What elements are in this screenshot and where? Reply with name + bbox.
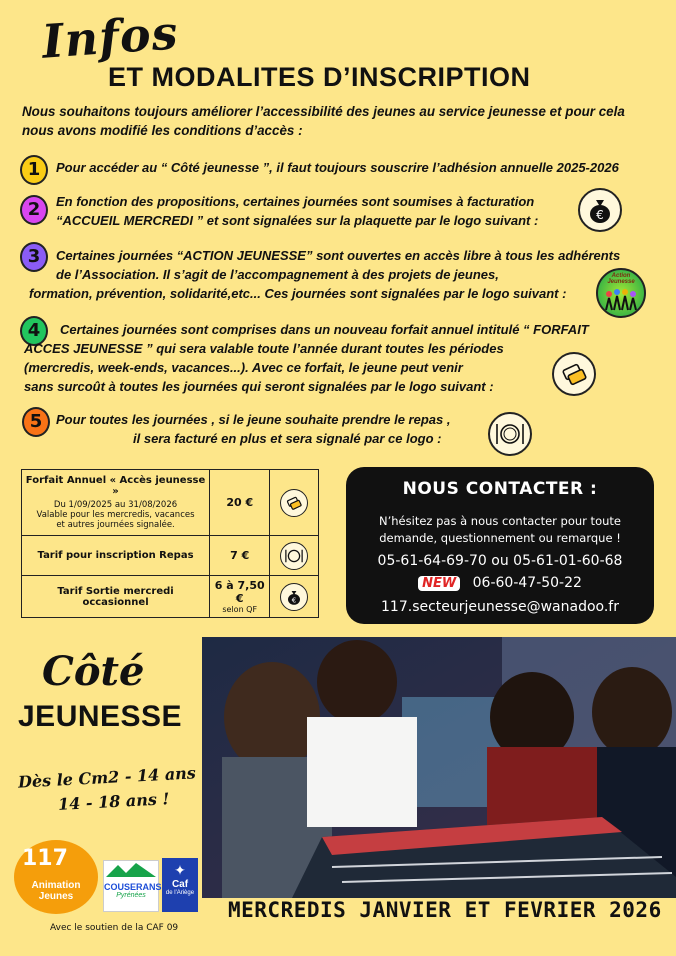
jeunesse-title: JEUNESSE (18, 700, 183, 733)
ages-line-1: Dès le Cm2 - 14 ans (17, 763, 197, 792)
number-badge-3: 3 (20, 242, 48, 272)
animation-jeunes-text: Animation Jeunes (31, 880, 81, 902)
plate-cutlery-icon (488, 412, 532, 456)
action-jeunesse-logo (596, 268, 646, 318)
footer-banner: MERCREDIS JANVIER ET FEVRIER 2026 (228, 898, 662, 922)
tarif-sub: et autres journées signalée. (56, 520, 175, 530)
tarif-icon-cell (270, 470, 319, 536)
table-row (22, 536, 319, 576)
money-bag-icon (280, 583, 308, 611)
contact-new-phone-row (346, 575, 654, 591)
number-badge-4: 4 (20, 316, 48, 346)
ages-line-2: 14 - 18 ans ! (57, 789, 170, 814)
caf-icon: ✦ (174, 862, 186, 878)
contact-new-phone[interactable]: 06-60-47-50-22 (472, 575, 582, 591)
table-row (22, 470, 319, 536)
item-3-line: formation, prévention, solidarité,etc... Ces journées sont signalées par le logo suivant : (29, 286, 567, 301)
caf-logo (162, 858, 198, 912)
item-4-line: Certaines journées sont comprises dans un nouveau forfait annuel intitulé “ FORFAIT (60, 322, 589, 337)
page-title: ET MODALITES D’INSCRIPTION (108, 62, 531, 92)
item-1-text (56, 158, 619, 177)
tarif-label: Tarif pour inscription Repas (22, 536, 210, 576)
soutien-text: Avec le soutien de la CAF 09 (50, 923, 179, 933)
contact-text-line: N’hésitez pas à nous contacter pour toute (379, 514, 621, 528)
caf-sub: de l'Ariège (165, 890, 195, 896)
tarif-sub: Valable pour les mercredis, vacances (36, 510, 195, 520)
number-badge-5: 5 (22, 407, 50, 437)
contact-box (346, 467, 654, 624)
tarif-price-sub: selon QF (222, 605, 258, 614)
item-4-line: sans surcoût à toutes les journées qui seront signalées par le logo suivant : (24, 379, 494, 394)
contact-text-line: demande, questionnement ou remarque ! (379, 531, 621, 545)
tarif-label: Forfait Annuel « Accès jeunesse » (25, 475, 206, 497)
new-badge: NEW (418, 576, 460, 591)
svg-text:€: € (291, 594, 297, 604)
tarif-price-cell (210, 576, 270, 618)
number-badge-1: 1 (20, 155, 48, 185)
tickets-icon (280, 489, 308, 517)
number-badge-2: 2 (20, 195, 48, 225)
item-3-text (29, 246, 621, 303)
item-5-text (56, 410, 450, 448)
tarif-price: 20 € (210, 470, 270, 536)
photo-foosball (202, 637, 676, 898)
cote-title: Côté (42, 648, 145, 695)
item-1-line: Pour accéder au “ Côté jeunesse ”, il faut toujours souscrire l’adhésion annuelle 2025-2026 (56, 160, 619, 175)
couserans-logo (103, 860, 162, 912)
money-bag-icon (578, 188, 622, 232)
tarif-icon-cell (270, 536, 319, 576)
action-logo-text: Action Jeunesse (607, 273, 635, 285)
item-4-line: ACCES JEUNESSE ” qui sera valable toute l’année durant toutes les périodes (24, 341, 504, 356)
item-4-line: (mercredis, week-ends, vacances...). Avec ce forfait, le jeune peut venir (24, 360, 463, 375)
animation-jeunes-logo (14, 840, 98, 914)
couserans-sub: Pyrénées (116, 892, 146, 899)
item-5-line: il sera facturé en plus et sera signalé par ce logo : (133, 431, 442, 446)
item-5-line: Pour toutes les journées , si le jeune souhaite prendre le repas , (56, 412, 451, 427)
tarif-icon-cell (270, 576, 319, 618)
contact-email[interactable]: 117.secteurjeunesse@wanadoo.fr (381, 599, 619, 615)
title-infos: Infos (40, 5, 181, 69)
tickets-icon (552, 352, 596, 396)
tarif-price: 6 à 7,50 € (214, 579, 265, 605)
tarif-table (21, 469, 319, 618)
tarif-label-cell (22, 470, 210, 536)
contact-title: NOUS CONTACTER : (402, 479, 598, 499)
intro-text: Nous souhaitons toujours améliorer l’accessibilité des jeunes au service jeunesse et pour cela nous avons modifié les conditions d’accès : (22, 104, 625, 138)
svg-text:€: € (596, 208, 604, 222)
item-4-text (24, 320, 589, 396)
item-2-line: En fonction des propositions, certaines journées sont soumises à facturation (56, 194, 535, 209)
item-3-line: Certaines journées “ACTION JEUNESSE” sont ouvertes en accès libre à tous les adhérents (56, 248, 621, 263)
table-row (22, 576, 319, 618)
item-2-line: “ACCUEIL MERCREDI ” et sont signalées sur la plaquette par le logo suivant : (56, 213, 539, 228)
contact-text (346, 513, 654, 547)
item-2-text (56, 192, 538, 230)
logo-117: 117 (22, 846, 68, 871)
plate-cutlery-icon (280, 542, 308, 570)
tarif-label: Tarif Sortie mercredi occasionnel (22, 576, 210, 618)
tarif-price: 7 € (210, 536, 270, 576)
couserans-text: COUSERANS (104, 882, 162, 892)
caf-text: Caf (171, 879, 189, 890)
contact-phones[interactable]: 05-61-64-69-70 ou 05-61-01-60-68 (377, 553, 623, 569)
tarif-sub: Du 1/09/2025 au 31/08/2026 (53, 500, 178, 510)
item-3-line: de l’Association. Il s’agit de l’accompagnement à des projets de jeunes, (56, 267, 499, 282)
